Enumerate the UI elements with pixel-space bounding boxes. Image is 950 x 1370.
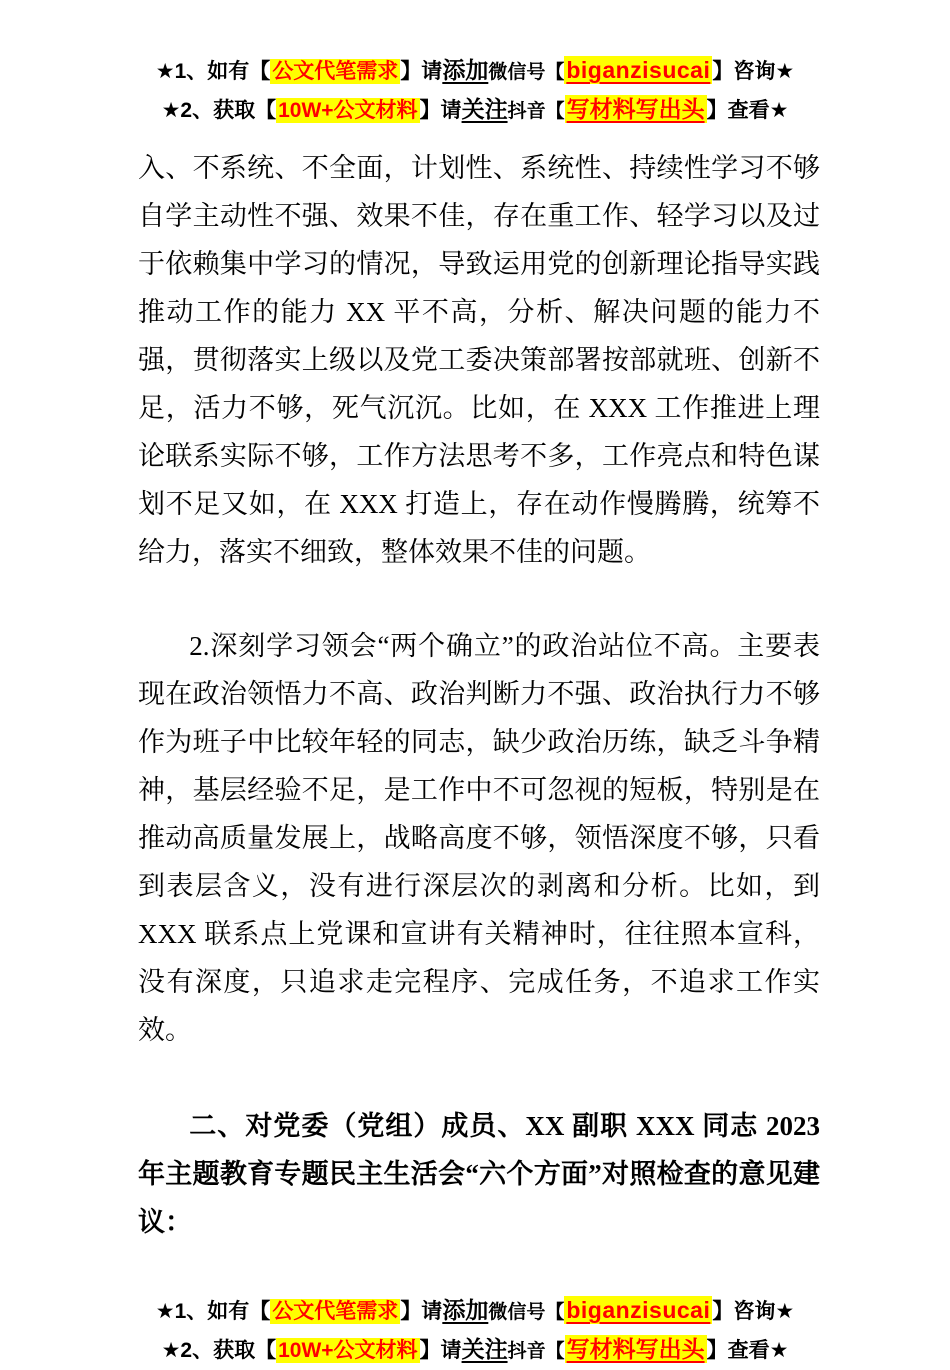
notice-text: 】请	[400, 1300, 443, 1323]
paragraph-political-stance: 2.深刻学习领会“两个确立”的政治站位不高。主要表现在政治领悟力不高、政治判断力不强、政治执行力不够作为班子中比较年轻的同志，缺少政治历练，缺乏斗争精神，基层经验不足，是工作中不可忽视的短板，特别是在推动高质量发展上，战略高度不够，领悟深度不够，只看到表层含义，没有进行深层次的剥离和分析。比如，到 XXX 联系点上党课和宣讲有关精神时，往往照本宣科，没有深度，只追求走完程序、完成任务，不追求工作实效。	[138, 631, 820, 1045]
notice-highlight-service: 公文代笔需求	[272, 1300, 399, 1323]
notice-text: ★2、获取【	[161, 99, 277, 122]
notice-text: ★1、如有【	[155, 1300, 271, 1323]
notice-wechat-id: biganzisucai	[566, 1297, 711, 1323]
notice-text: 】查看★	[706, 1339, 789, 1362]
notice-text: 】查看★	[706, 99, 789, 122]
notice-text: 】咨询★	[712, 1300, 795, 1323]
notice-follow-action: 关注	[461, 96, 508, 122]
notice-highlight-materials: 10W+公文材料	[278, 1339, 418, 1362]
header-notice	[0, 52, 950, 130]
footer-notice	[0, 1292, 950, 1370]
paragraph-study-issues: 入、不系统、不全面，计划性、系统性、持续性学习不够自学主动性不强、效果不佳，存在重工作、轻学习以及过于依赖集中学习的情况，导致运用党的创新理论指导实践推动工作的能力 XX 平不高，分析、解决问题的能力不强，贯彻落实上级以及党工委决策部署按部就班、创新不足，活力不够，死气沉沉。比如，在 XXX 工作推进上理论联系实际不够，工作方法思考不多，工作亮点和特色谋划不足又如，在 XXX 打造上，存在动作慢腾腾，统筹不给力，落实不细致，整体效果不佳的问题。	[138, 153, 820, 567]
notice-wechat-label: 微信号【	[488, 62, 565, 83]
document-body	[138, 144, 820, 1246]
notice-wechat-id: biganzisucai	[566, 57, 711, 83]
notice-douyin-id: 写材料写出头	[566, 1336, 705, 1362]
notice-text: 】咨询★	[712, 60, 795, 83]
footer-notice-line-2	[0, 1331, 950, 1370]
notice-text: ★1、如有【	[155, 60, 271, 83]
footer-notice-line-1	[0, 1292, 950, 1331]
notice-follow-action: 关注	[461, 1336, 508, 1362]
header-notice-line-1	[0, 52, 950, 91]
notice-text: 】请	[419, 99, 462, 122]
section-heading-two: 二、对党委（党组）成员、XX 副职 XXX 同志 2023 年主题教育专题民主生活会“六个方面”对照检查的意见建议：	[138, 1111, 820, 1237]
notice-douyin-id: 写材料写出头	[566, 96, 705, 122]
notice-add-action: 添加	[442, 57, 489, 83]
header-notice-line-2	[0, 91, 950, 130]
notice-add-action: 添加	[442, 1297, 489, 1323]
notice-wechat-label: 微信号【	[488, 1302, 565, 1323]
notice-douyin-label: 抖音【	[507, 1341, 565, 1362]
notice-text: 】请	[419, 1339, 462, 1362]
notice-text: ★2、获取【	[161, 1339, 277, 1362]
notice-highlight-materials: 10W+公文材料	[278, 99, 418, 122]
notice-text: 】请	[400, 60, 443, 83]
notice-highlight-service: 公文代笔需求	[272, 60, 399, 83]
notice-douyin-label: 抖音【	[507, 101, 565, 122]
